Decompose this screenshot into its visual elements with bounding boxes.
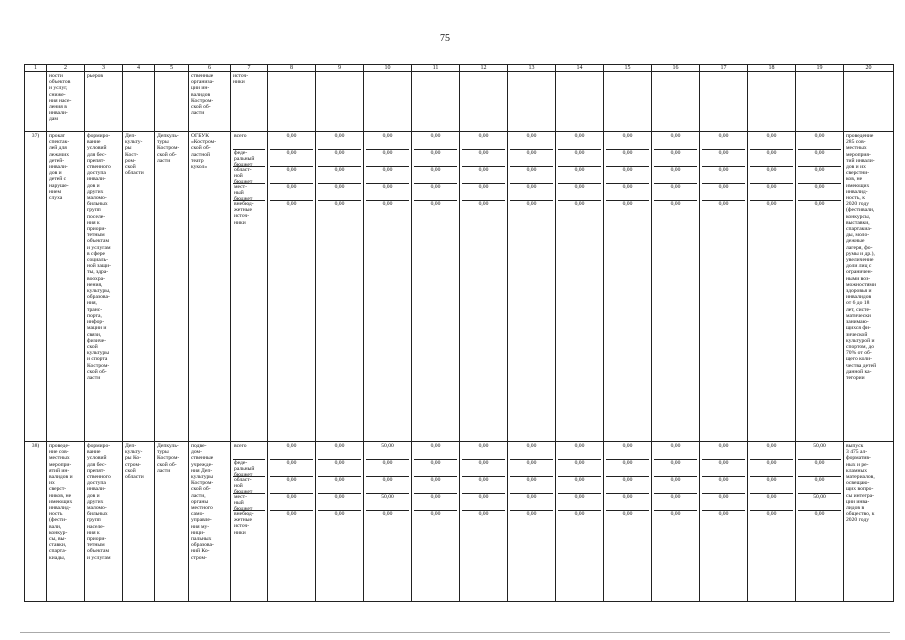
funding-value: 0,00 (366, 184, 409, 201)
funding-values (700, 132, 748, 442)
column-header: 10 (364, 65, 412, 72)
executor: подве- дом- ственные учрежде- ния Деп- культуры Костром- ской об- ласти, органы местного само- управле- ния му- ници- пальных образова- ний Ко- стром- (189, 442, 231, 602)
funding-value: 0,00 (750, 494, 793, 511)
column-header: 12 (460, 65, 508, 72)
funding-value: 0,00 (750, 167, 793, 184)
funding-sources (231, 132, 268, 442)
funding-value: 0,00 (414, 184, 457, 201)
column-header: 15 (604, 65, 652, 72)
funding-value: 0,00 (702, 477, 745, 494)
funding-value: 0,00 (606, 443, 649, 460)
expected-result: выпуск 3 475 ал- форматив- ных и ре- кламных материалов, освещаю- щих вопро- сы интегра- ции инва- лидов в общество, к 2020 году (844, 442, 894, 602)
funding-values (268, 442, 316, 602)
funding-source: всего (233, 443, 265, 460)
funding-value: 0,00 (702, 443, 745, 460)
funding-value: 0,00 (366, 150, 409, 167)
column-header: 4 (123, 65, 155, 72)
funding-value: 0,00 (382, 511, 393, 517)
responsible: Деп- культу- ры Ко- стром- ской области (123, 442, 155, 602)
funding-value: 0,00 (366, 133, 409, 150)
funding-value: 0,00 (318, 477, 361, 494)
funding-value: 0,00 (654, 443, 697, 460)
funding-value: 0,00 (414, 460, 457, 477)
funding-value: 0,00 (526, 511, 537, 517)
funding-value: 0,00 (270, 460, 313, 477)
funding-value: 0,00 (718, 201, 729, 207)
funding-value: 0,00 (670, 511, 681, 517)
cont-cell-2: ности объектов и услуг, сниже- ния насе- ления в инвали- дам (47, 72, 85, 132)
funding-value: 0,00 (798, 167, 841, 184)
funding-value: 50,00 (798, 443, 841, 460)
funding-value: 0,00 (286, 201, 297, 207)
funding-value: 0,00 (414, 133, 457, 150)
funding-value: 0,00 (414, 494, 457, 511)
funding-values (748, 132, 796, 442)
funding-value: 0,00 (558, 494, 601, 511)
funding-value: 0,00 (462, 477, 505, 494)
funding-value: 0,00 (558, 150, 601, 167)
funding-value: 0,00 (414, 443, 457, 460)
funding-value: 0,00 (798, 133, 841, 150)
table-row (25, 442, 894, 602)
funding-value: 0,00 (510, 150, 553, 167)
page-bottom-rule (20, 632, 890, 633)
funding-value: 0,00 (798, 477, 841, 494)
funding-value: 0,00 (702, 167, 745, 184)
column-header: 14 (556, 65, 604, 72)
column-header: 11 (412, 65, 460, 72)
funding-values (604, 442, 652, 602)
funding-value: 0,00 (318, 133, 361, 150)
funding-values (460, 132, 508, 442)
funding-values (652, 442, 700, 602)
event-name: проведе- ние сов- местных меропри- ятий ин- валидов и их сверст- ников, не имеющих инвалид- ность (фести- вали, конкур- сы, вы- ставки, спарта- киады, (47, 442, 85, 602)
funding-value: 0,00 (718, 511, 729, 517)
funding-value: 0,00 (270, 167, 313, 184)
funding-value: 0,00 (622, 201, 633, 207)
row-number: 37) (25, 132, 47, 442)
column-header: 9 (316, 65, 364, 72)
funding-value: 0,00 (270, 494, 313, 511)
funding-value: 0,00 (318, 184, 361, 201)
funding-value: 0,00 (654, 494, 697, 511)
expected-result: проведение 285 сов- местных мероприя- тий инвали- дов и их сверстни- ков, не имеющих инвалид- ность, к 2020 году (фестивали, конкурсы, выставки, спартакиа- ды, моло- дежные лагеря, фо- румы и др.), увеличение доли лиц с ограничен- ными воз- можностями здоровья и инвалидов от 6 до 18 лет, систе- матически занимаю- щихся фи- зической культурой и спортом, до 70% от об- щего коли- чества детей данной ка- тегории (844, 132, 894, 442)
funding-value: 0,00 (574, 511, 585, 517)
funding-value: 0,00 (814, 201, 825, 207)
funding-value: 0,00 (606, 460, 649, 477)
funding-values (460, 442, 508, 602)
funding-value: 50,00 (366, 494, 409, 511)
funding-value: 0,00 (558, 167, 601, 184)
funding-sources (231, 442, 268, 602)
funding-value: 0,00 (606, 150, 649, 167)
funding-value: 0,00 (750, 150, 793, 167)
funding-values (748, 442, 796, 602)
funding-source: внебюд- жетные источ- ники (234, 201, 254, 226)
funding-source: област- ной бюджет (233, 477, 265, 494)
funding-value: 0,00 (478, 511, 489, 517)
funding-value: 0,00 (510, 184, 553, 201)
funding-value: 0,00 (414, 167, 457, 184)
funding-source: феде- ральный бюджет (233, 150, 265, 167)
column-header: 6 (189, 65, 231, 72)
funding-value: 0,00 (478, 201, 489, 207)
funding-values (412, 132, 460, 442)
funding-values (412, 442, 460, 602)
header-row (25, 65, 894, 72)
column-header: 5 (155, 65, 189, 72)
funding-value: 0,00 (558, 477, 601, 494)
executor: ОГБУК «Костром- ской об- ластной театр кукол» (189, 132, 231, 442)
funding-value: 0,00 (606, 184, 649, 201)
funding-value: 0,00 (462, 133, 505, 150)
funding-value: 0,00 (510, 477, 553, 494)
funding-value: 0,00 (654, 150, 697, 167)
funding-value: 0,00 (318, 167, 361, 184)
funding-value: 0,00 (766, 511, 777, 517)
funding-value: 0,00 (606, 133, 649, 150)
funding-values (796, 132, 844, 442)
funding-value: 0,00 (414, 150, 457, 167)
funding-value: 0,00 (622, 511, 633, 517)
funding-value: 0,00 (702, 150, 745, 167)
funding-value: 0,00 (430, 511, 441, 517)
funding-values (364, 442, 412, 602)
program-table (24, 64, 894, 602)
funding-value: 0,00 (702, 184, 745, 201)
objective: формиро- вание условий для бес- препят- ственного доступа инвали- дов и других маломо- бильных групп поселе- ния к приори- тетным объектам и услугам в сфере социаль- ной защи- ты, здра- воохра- нения, культуры, образова- ния, транс- порта, инфор- мации и связи, физиче- ской культуры и спорта Костром- ской об- ласти (85, 132, 123, 442)
funding-value: 0,00 (654, 184, 697, 201)
column-header: 7 (231, 65, 268, 72)
coordinator: Депкуль- туры Костром- ской об- ласти (155, 442, 189, 602)
table-row (25, 132, 894, 442)
funding-value: 0,00 (318, 460, 361, 477)
funding-values (652, 132, 700, 442)
funding-value: 0,00 (750, 477, 793, 494)
funding-value: 0,00 (574, 201, 585, 207)
funding-value: 50,00 (366, 443, 409, 460)
funding-value: 0,00 (510, 494, 553, 511)
funding-value: 0,00 (366, 477, 409, 494)
row-number: 38) (25, 442, 47, 602)
funding-values (508, 132, 556, 442)
funding-value: 0,00 (510, 443, 553, 460)
column-header: 1 (25, 65, 47, 72)
funding-value: 0,00 (270, 443, 313, 460)
responsible: Деп- культу- ры Кост- ром- ской области (123, 132, 155, 442)
page-number: 75 (440, 33, 450, 44)
funding-source: област- ной бюджет (233, 167, 265, 184)
funding-value: 0,00 (750, 133, 793, 150)
funding-value: 0,00 (654, 477, 697, 494)
funding-values (268, 132, 316, 442)
funding-value: 0,00 (462, 184, 505, 201)
funding-value: 0,00 (318, 150, 361, 167)
funding-value: 0,00 (558, 184, 601, 201)
funding-values (556, 132, 604, 442)
funding-values (316, 442, 364, 602)
funding-value: 0,00 (558, 443, 601, 460)
funding-source: феде- ральный бюджет (233, 460, 265, 477)
continuation-row (25, 72, 894, 132)
funding-source: всего (233, 133, 265, 150)
column-header: 8 (268, 65, 316, 72)
funding-values (508, 442, 556, 602)
funding-value: 0,00 (430, 201, 441, 207)
funding-value: 0,00 (270, 477, 313, 494)
cont-cell-6: ственные организа- ции ин- валидов Костром- ской об- ласти (189, 72, 231, 132)
coordinator: Депкуль- туры Костром- ской об- ласти (155, 132, 189, 442)
column-header: 3 (85, 65, 123, 72)
funding-value: 0,00 (814, 511, 825, 517)
funding-value: 0,00 (462, 460, 505, 477)
column-header: 16 (652, 65, 700, 72)
column-header: 19 (796, 65, 844, 72)
funding-value: 0,00 (558, 133, 601, 150)
funding-value: 0,00 (462, 443, 505, 460)
funding-value: 0,00 (526, 201, 537, 207)
funding-value: 0,00 (798, 150, 841, 167)
column-header: 13 (508, 65, 556, 72)
funding-value: 0,00 (510, 167, 553, 184)
funding-value: 0,00 (462, 494, 505, 511)
funding-value: 0,00 (798, 184, 841, 201)
funding-value: 0,00 (606, 494, 649, 511)
funding-values (604, 132, 652, 442)
funding-value: 0,00 (334, 511, 345, 517)
column-header: 2 (47, 65, 85, 72)
funding-values (556, 442, 604, 602)
column-header: 18 (748, 65, 796, 72)
funding-values (364, 132, 412, 442)
funding-value: 0,00 (414, 477, 457, 494)
funding-value: 0,00 (510, 133, 553, 150)
funding-value: 0,00 (462, 150, 505, 167)
funding-value: 0,00 (750, 460, 793, 477)
funding-value: 0,00 (366, 460, 409, 477)
funding-values (796, 442, 844, 602)
event-name: прокат спектак- лей для лежачих детей- инвали- дов и детей с наруше- нием слуха (47, 132, 85, 442)
funding-value: 0,00 (766, 201, 777, 207)
objective: формиро- вание условий для бес- препят- ственного доступа инвали- дов и других маломо- бильных групп населе- ния к приори- тетным объектам и услугам (85, 442, 123, 602)
funding-value: 0,00 (670, 201, 681, 207)
funding-value: 0,00 (270, 184, 313, 201)
funding-value: 0,00 (558, 460, 601, 477)
funding-value: 0,00 (750, 184, 793, 201)
funding-value: 0,00 (510, 460, 553, 477)
funding-value: 0,00 (702, 133, 745, 150)
cont-cell-3: рьеров (85, 72, 123, 132)
funding-value: 0,00 (750, 443, 793, 460)
funding-source: мест- ный бюджет (233, 184, 265, 201)
column-header: 17 (700, 65, 748, 72)
funding-value: 0,00 (334, 201, 345, 207)
column-header: 20 (844, 65, 894, 72)
funding-value: 0,00 (286, 511, 297, 517)
funding-value: 0,00 (654, 133, 697, 150)
funding-value: 0,00 (366, 167, 409, 184)
funding-source: мест- ный бюджет (233, 494, 265, 511)
funding-values (700, 442, 748, 602)
funding-value: 0,00 (654, 460, 697, 477)
funding-value: 0,00 (382, 201, 393, 207)
funding-value: 0,00 (798, 460, 841, 477)
funding-value: 0,00 (318, 494, 361, 511)
funding-value: 0,00 (606, 167, 649, 184)
funding-source: внебюд- жетные источ- ники (234, 511, 254, 536)
funding-value: 0,00 (606, 477, 649, 494)
funding-value: 0,00 (702, 494, 745, 511)
funding-value: 50,00 (798, 494, 841, 511)
funding-value: 0,00 (270, 150, 313, 167)
funding-value: 0,00 (702, 460, 745, 477)
funding-value: 0,00 (270, 133, 313, 150)
funding-values (316, 132, 364, 442)
funding-value: 0,00 (318, 443, 361, 460)
funding-value: 0,00 (462, 167, 505, 184)
funding-value: 0,00 (654, 167, 697, 184)
cont-cell-7: источ- ники (231, 72, 268, 132)
